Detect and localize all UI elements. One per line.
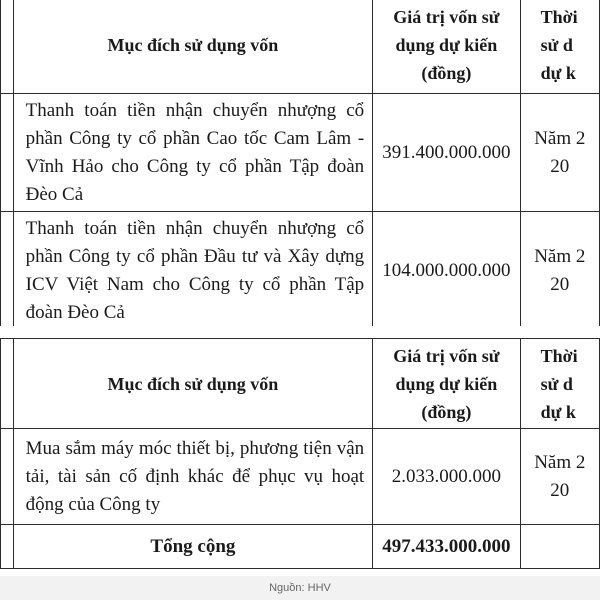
time-cell: Năm 2 20 xyxy=(520,429,599,525)
stub-cell xyxy=(1,212,14,330)
table-row xyxy=(1,94,600,212)
value-cell: 391.400.000.000 xyxy=(373,94,520,212)
total-row xyxy=(1,525,600,569)
value-header: Giá trị vốn sử dụng dự kiến (đồng) xyxy=(373,339,520,429)
purpose-cell: Mua sắm máy móc thiết bị, phương tiện vận tải, tài sản cố định khác để phục vụ hoạt động của Công ty xyxy=(13,429,373,525)
time-header: Thời sử d dự k xyxy=(520,339,599,429)
stub-cell xyxy=(1,339,14,429)
total-value: 497.433.000.000 xyxy=(373,525,520,569)
value-cell: 2.033.000.000 xyxy=(373,429,520,525)
table-header-row xyxy=(1,339,600,429)
time-header: Thời sử d dự k xyxy=(520,0,599,94)
value-cell: 104.000.000.000 xyxy=(373,212,520,330)
time-cell xyxy=(520,525,599,569)
purpose-header: Mục đích sử dụng vốn xyxy=(13,339,373,429)
total-label: Tổng cộng xyxy=(13,525,373,569)
table-row xyxy=(1,429,600,525)
purpose-cell: Thanh toán tiền nhận chuyển nhượng cổ phần Công ty cổ phần Đầu tư và Xây dựng ICV Việt Nam cho Công ty cổ phần Tập đoàn Đèo Cả xyxy=(13,212,373,330)
source-caption: Nguồn: HHV xyxy=(0,576,600,600)
stub-cell xyxy=(1,525,14,569)
capital-use-table-part2 xyxy=(0,338,600,569)
table-header-row xyxy=(1,0,600,94)
value-header: Giá trị vốn sử dụng dự kiến (đồng) xyxy=(373,0,520,94)
purpose-header: Mục đích sử dụng vốn xyxy=(13,0,373,94)
stub-cell xyxy=(1,0,14,94)
time-cell: Năm 2 20 xyxy=(520,94,599,212)
purpose-cell: Thanh toán tiền nhận chuyển nhượng cổ phần Công ty cổ phần Cao tốc Cam Lâm - Vĩnh Hảo cho Công ty cổ phần Tập đoàn Đèo Cả xyxy=(13,94,373,212)
stub-cell xyxy=(1,429,14,525)
stub-cell xyxy=(1,94,14,212)
time-cell: Năm 2 20 xyxy=(520,212,599,330)
table-row xyxy=(1,212,600,330)
